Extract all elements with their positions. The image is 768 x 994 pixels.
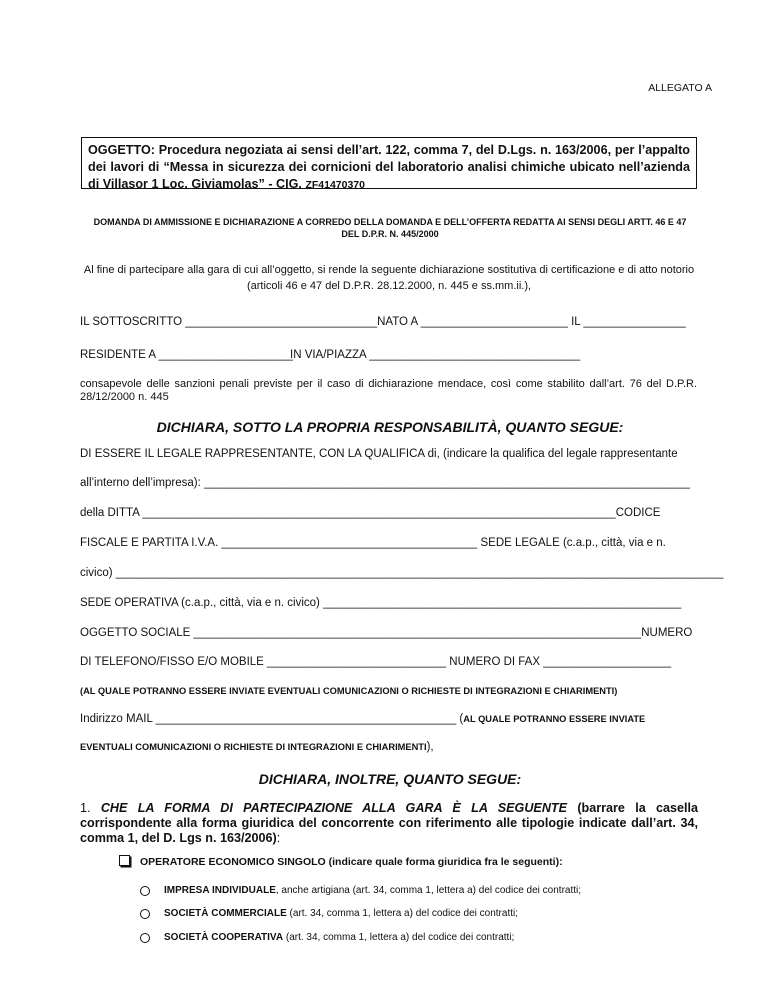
mail-tail: ), xyxy=(426,741,434,753)
ditta-line[interactable]: della DITTA __________________________________________________________________________CODICE xyxy=(80,507,661,519)
item-1-rest: (barrare la casella corrispondente alla forma giuridica del concorrente con riferimento alle tipologie indicate dall’art. 34, comma 1, del D. Lgs n. 163/2006) xyxy=(80,801,699,845)
residente-line[interactable]: RESIDENTE A _____________________ xyxy=(80,349,293,361)
radio-circle-icon[interactable] xyxy=(140,886,150,896)
oggetto-box xyxy=(81,137,697,189)
option-1-text: , anche artigiana (art. 34, comma 1, lettera a) del codice dei contratti; xyxy=(275,885,582,896)
comunicazioni-note: (AL QUALE POTRANNO ESSERE INVIATE EVENTUALI COMUNICAZIONI O RICHIESTE DI INTEGRAZIONI E CHIARIMENTI) xyxy=(80,686,618,696)
operatore-checkbox-row[interactable] xyxy=(119,855,563,868)
oggetto-text: OGGETTO: Procedura negoziata ai sensi dell’art. 122, comma 7, del D.Lgs. n. 163/2006, per l’appalto dei lavori di “Messa in sicurezza dei cornicioni del laboratorio analisi chimiche ubicato nell’azienda di Villasor 1 Loc. Giviamolas” - CIG. xyxy=(88,143,690,191)
checkbox-icon[interactable] xyxy=(119,855,130,866)
fiscale-line[interactable]: FISCALE E PARTITA I.V.A. ________________________________________ SEDE LEGALE (c.a.p., città, via e n. xyxy=(80,537,666,549)
mail-note-b: EVENTUALI COMUNICAZIONI O RICHIESTE DI INTEGRAZIONI E CHIARIMENTI xyxy=(80,742,427,752)
option-2-text: (art. 34, comma 1, lettera a) del codice dei contratti; xyxy=(286,908,518,919)
sede-operativa-line[interactable]: SEDE OPERATIVA (c.a.p., città, via e n. civico) ________________________________________________________ xyxy=(80,597,682,609)
interno-line[interactable]: all’interno dell’impresa): ____________________________________________________________________________ xyxy=(80,477,691,489)
radio-circle-icon[interactable] xyxy=(140,933,150,943)
item-1-tail: : xyxy=(276,831,281,845)
legale-line: DI ESSERE IL LEGALE RAPPRESENTANTE, CON LA QUALIFICA di, (indicare la qualifica del legale rappresentante xyxy=(80,448,678,460)
sottoscritto-line[interactable]: IL SOTTOSCRITTO ______________________________NATO A _______________________ IL ________________ xyxy=(80,316,686,328)
civico-line[interactable]: civico) _______________________________________________________________________________________________ xyxy=(80,567,724,579)
item-1 xyxy=(80,801,698,846)
oggetto-cig: ZF41470370 xyxy=(305,179,365,191)
option-3-text: (art. 34, comma 1, lettera a) del codice dei contratti; xyxy=(283,932,515,943)
allegato-label: ALLEGATO A xyxy=(648,82,712,94)
mail-label: Indirizzo MAIL _______________________________________________ ( xyxy=(80,713,464,725)
via-piazza-line[interactable]: IN VIA/PIAZZA _________________________________ xyxy=(290,349,581,361)
item-1-lead: CHE LA FORMA DI PARTECIPAZIONE ALLA GARA È LA SEGUENTE xyxy=(100,801,568,815)
telefono-line[interactable]: DI TELEFONO/FISSO E/O MOBILE ____________________________ NUMERO DI FAX ____________________ xyxy=(80,656,672,668)
mail-line[interactable] xyxy=(80,713,645,725)
intro-paragraph: Al fine di partecipare alla gara di cui all’oggetto, si rende la seguente dichiarazione sostitutiva di certificazione e di atto notorio (articoli 46 e 47 del D.P.R. 28.12.2000, n. 445 e ss.mm.ii.), xyxy=(83,264,695,292)
option-3-bold: SOCIETÀ COOPERATIVA xyxy=(164,932,284,943)
consapevole-paragraph: consapevole delle sanzioni penali previste per il caso di dichiarazione mendace, così come stabilito dall’art. 76 del D.P.R. 28/12/2000 n. 445 xyxy=(80,378,697,403)
radio-circle-icon[interactable] xyxy=(140,909,150,919)
dichiara-heading: DICHIARA, SOTTO LA PROPRIA RESPONSABILITÀ, QUANTO SEGUE: xyxy=(156,419,624,435)
domanda-heading: DOMANDA DI AMMISSIONE E DICHIARAZIONE A CORREDO DELLA DOMANDA E DELL’OFFERTA REDATTA AI SENSI DEGLI ARTT. 46 E 47 DEL D.P.R. N. 445/2000 xyxy=(93,217,687,239)
mail-note-line xyxy=(80,741,434,753)
option-1-bold: IMPRESA INDIVIDUALE xyxy=(164,885,276,896)
dichiara-inoltre-heading: DICHIARA, INOLTRE, QUANTO SEGUE: xyxy=(258,771,522,787)
option-2-bold: SOCIETÀ COMMERCIALE xyxy=(164,908,287,919)
item-1-number: 1. xyxy=(80,801,91,815)
oggetto-sociale-line[interactable]: OGGETTO SOCIALE ______________________________________________________________________NUMERO xyxy=(80,627,693,639)
mail-note-a: AL QUALE POTRANNO ESSERE INVIATE xyxy=(463,714,646,724)
operatore-label: OPERATORE ECONOMICO SINGOLO (indicare quale forma giuridica fra le seguenti): xyxy=(140,856,563,868)
